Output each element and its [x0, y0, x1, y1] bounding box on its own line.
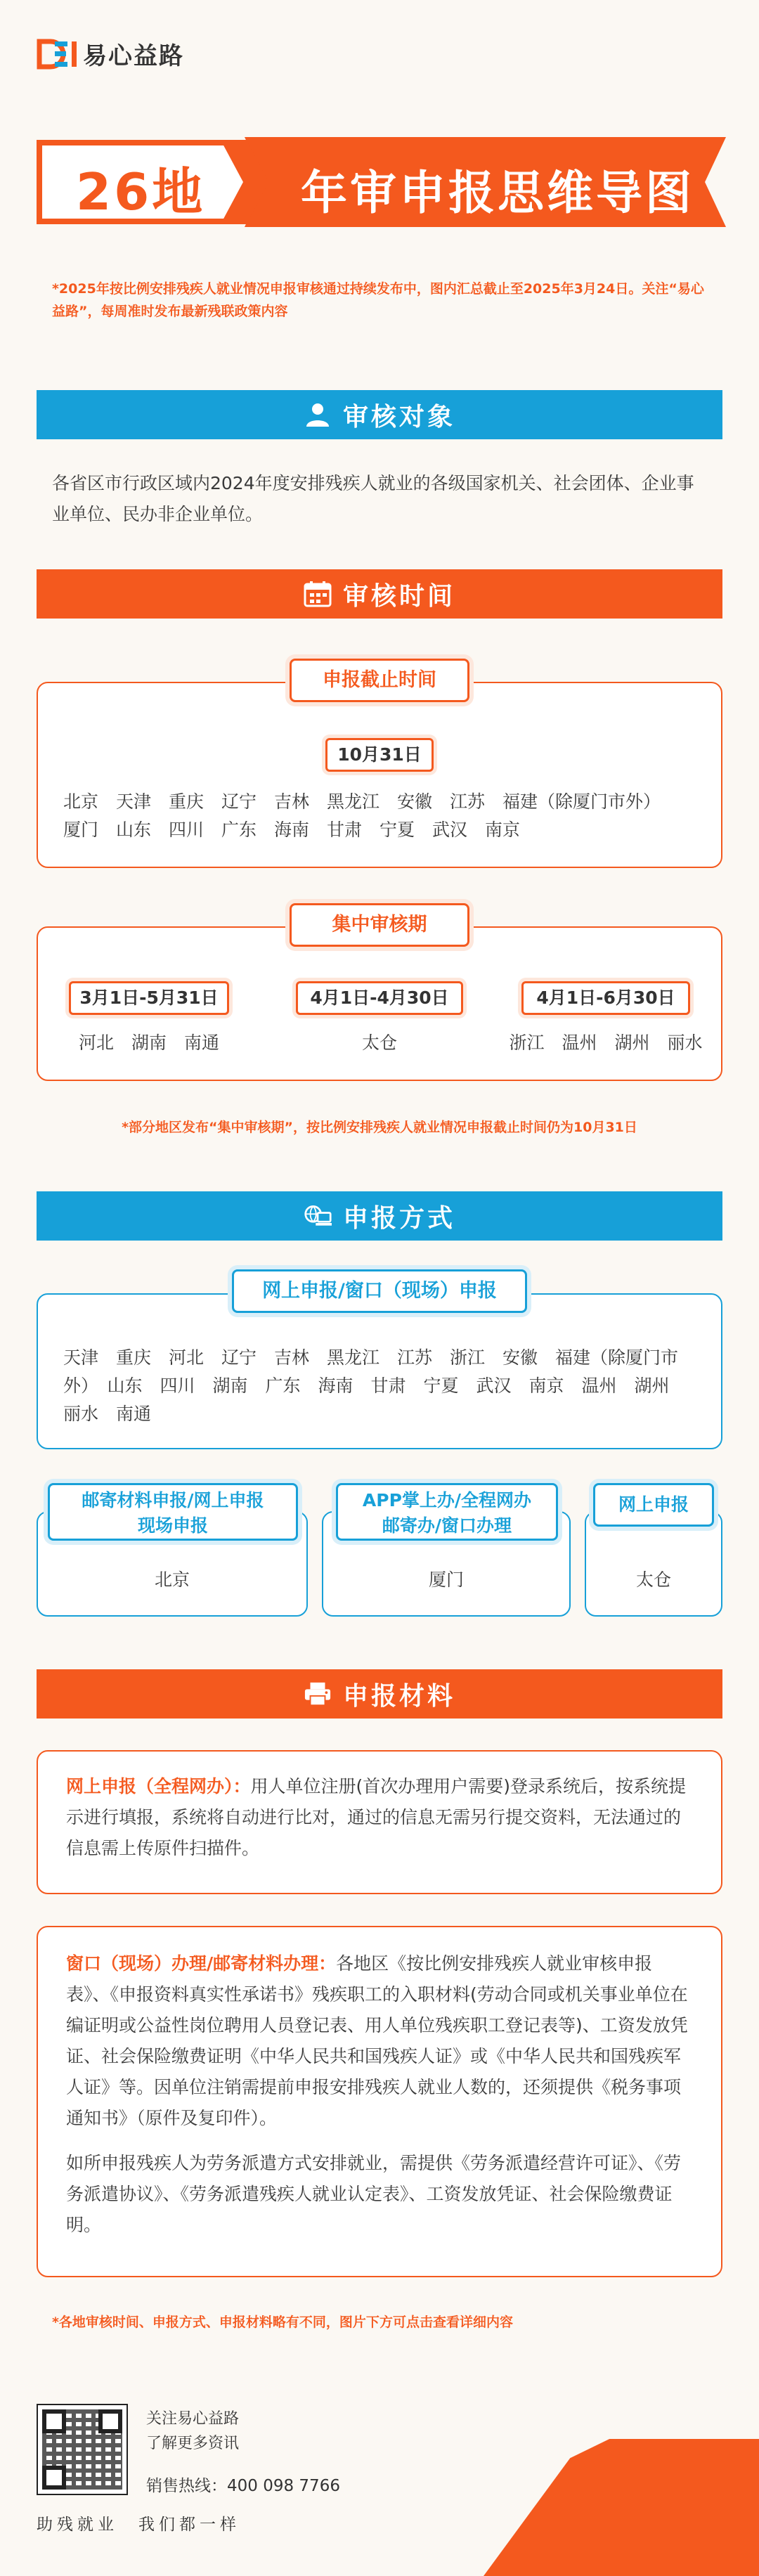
follow-line1: 关注易心益路 — [146, 2410, 240, 2428]
qr-code[interactable] — [37, 2404, 128, 2495]
calendar-icon — [304, 580, 332, 608]
title-banner — [34, 137, 726, 227]
banner-number: 26地 — [76, 162, 206, 221]
person-icon — [304, 401, 332, 429]
method-card-label-line2: 现场申报 — [137, 1515, 208, 1536]
materials-note: *各地审核时间、申报方式、申报材料略有不同，图片下方可点击查看详细内容 — [52, 2315, 513, 2330]
materials-online-text: 用人单位注册(首次办理用户需要)登录系统后，按系统提示进行填报，系统将自动进行比对，通过的信息无需另行提交资料，无法通过的信息需上传原件扫描件。 — [66, 1776, 687, 1858]
method-card-label-line2: 邮寄办/窗口办理 — [382, 1515, 512, 1536]
online-window-label: 网上申报/窗口（现场）申报 — [232, 1269, 527, 1313]
method-card-label — [336, 1483, 558, 1541]
period-cities: 浙江 温州 湖州 丽水 — [509, 1033, 703, 1053]
period-cities: 太仓 — [361, 1033, 397, 1053]
materials-window-text: 各地区《按比例安排残疾人就业审核申报表》、《申报资料真实性承诺书》残疾职工的入职材料(劳动合同或机关事业单位在编证明或公益性岗位聘用人员登记表、用人单位残疾职工登记表等)、工资发放凭证、社会保险缴费证明《中华人民共和国残疾人证》或《中华人民共和国残疾军人证》等。因单位注销需提前申报安排残疾人就业人数的，还须提供《税务事项通知书》（原件及复印件）。 — [66, 1953, 688, 2128]
materials-window-text2: 如所申报残疾人为劳务派遣方式安排就业，需提供《劳务派遣经营许可证》、《劳务派遣协议》、《劳务派遣残疾人就业认定表》、工资发放凭证、社会保险缴费证明。 — [66, 2153, 682, 2235]
section-title-target: 审核对象 — [342, 402, 455, 432]
online-window-cities-line2: 外） 山东 四川 湖南 广东 海南 甘肃 宁夏 武汉 南京 温州 湖州 — [63, 1376, 670, 1396]
section-title-method: 申报方式 — [342, 1203, 455, 1233]
printer-icon — [304, 1680, 332, 1708]
materials-online-title: 网上申报（全程网办）： — [66, 1776, 251, 1797]
period-range: 3月1日-5月31日 — [69, 981, 229, 1015]
slogan: 助残就业 我们都一样 — [37, 2516, 240, 2534]
deadline-date: 10月31日 — [325, 738, 434, 772]
method-card-label — [48, 1483, 298, 1541]
materials-window-box — [37, 1926, 722, 2277]
section-header-time — [37, 569, 722, 619]
period-cities: 河北 湖南 南通 — [78, 1033, 219, 1053]
online-window-cities-line3: 丽水 南通 — [63, 1404, 152, 1424]
method-card-city: 太仓 — [635, 1569, 671, 1590]
online-window-cities-line1: 天津 重庆 河北 辽宁 吉林 黑龙江 江苏 浙江 安徽 福建（除厦门市 — [63, 1347, 679, 1368]
banner-title: 年审申报思维导图 — [301, 166, 694, 220]
materials-online-box — [37, 1750, 722, 1894]
section-header-target — [37, 390, 722, 439]
deadline-cities-line2: 厦门 山东 四川 广东 海南 甘肃 宁夏 武汉 南京 — [63, 820, 521, 840]
method-card-taicang — [585, 1511, 722, 1617]
footer-decoration — [365, 2439, 759, 2576]
target-description: 各省区市行政区域内2024年度安排残疾人就业的各级国家机关、社会团体、企业事业单位、民办非企业单位。 — [52, 473, 694, 524]
period-range: 4月1日-6月30日 — [521, 981, 690, 1015]
method-card-label-line1: 邮寄材料申报/网上申报 — [82, 1490, 264, 1510]
brand-name: 易心益路 — [83, 42, 184, 70]
logo-mark-icon — [37, 39, 79, 70]
method-card-city: 北京 — [154, 1569, 190, 1590]
method-card-label-line1: APP掌上办/全程网办 — [362, 1490, 532, 1510]
time-note: *部分地区发布“集中审核期”，按比例安排残疾人就业情况申报截止时间仍为10月31日 — [122, 1120, 637, 1135]
method-card-city: 厦门 — [428, 1569, 464, 1590]
hotline: 销售热线：400 098 7766 — [146, 2477, 340, 2495]
intro-note: *2025年按比例安排残疾人就业情况申报审核通过持续发布中，图内汇总截止至2025年3月24日。关注“易心益路”，每周准时发布最新残联政策内容 — [52, 281, 704, 319]
materials-online-content — [66, 1771, 693, 1864]
computer-icon — [304, 1202, 332, 1230]
centralized-label: 集中审核期 — [290, 903, 469, 947]
method-card-label: 网上申报 — [593, 1483, 714, 1527]
follow-line2: 了解更多资讯 — [146, 2435, 240, 2452]
section-title-materials: 申报材料 — [342, 1681, 455, 1711]
materials-window-content — [66, 1948, 693, 2134]
deadline-label: 申报截止时间 — [290, 659, 469, 702]
section-title-time: 审核时间 — [342, 581, 455, 611]
section-header-materials — [37, 1669, 722, 1719]
deadline-cities-line1: 北京 天津 重庆 辽宁 吉林 黑龙江 安徽 江苏 福建（除厦门市外） — [63, 791, 661, 812]
section-header-method — [37, 1191, 722, 1241]
brand-logo — [37, 37, 184, 71]
period-range: 4月1日-4月30日 — [296, 981, 463, 1015]
materials-window-title: 窗口（现场）办理/邮寄材料办理： — [66, 1953, 337, 1974]
